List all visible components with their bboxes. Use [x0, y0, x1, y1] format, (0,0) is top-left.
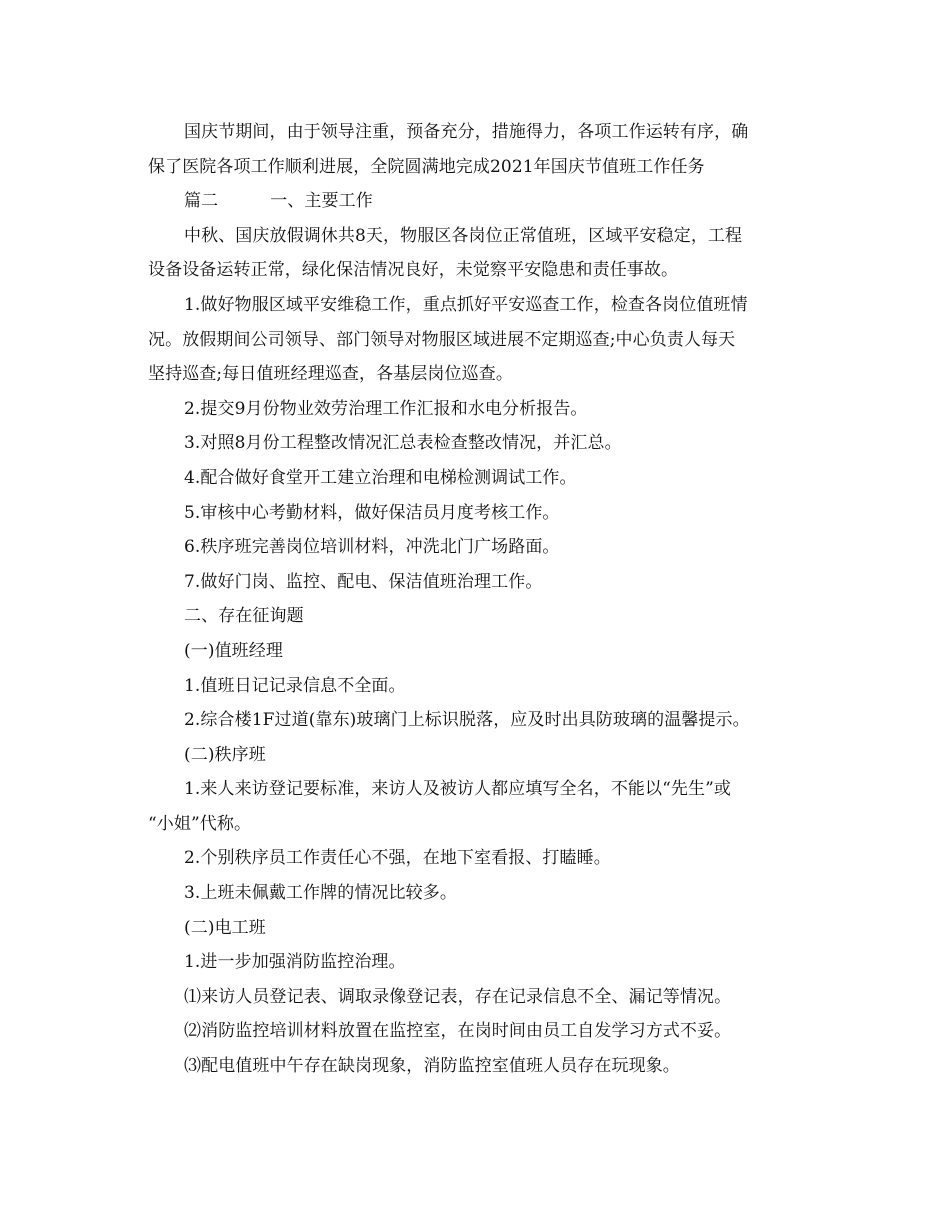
subsection-heading: (一)值班经理	[184, 640, 283, 661]
list-item: ⑴来访人员登记表、调取录像登记表，存在记录信息不全、漏记等情况。	[184, 986, 732, 1007]
paragraph-line: 设备设备运转正常，绿化保洁情况良好，未觉察平安隐患和责任事故。	[148, 260, 679, 281]
list-item: 2.提交9月份物业效劳治理工作汇报和水电分析报告。	[184, 398, 588, 419]
paragraph-line: 保了医院各项工作顺利进展，全院圆满地完成2021年国庆节值班工作任务	[148, 156, 705, 177]
list-item: 1.值班日记记录信息不全面。	[184, 675, 406, 696]
subsection-heading: (二)电工班	[184, 917, 266, 938]
heading-text: 一、主要工作	[270, 191, 373, 212]
list-item: ⑵消防监控培训材料放置在监控室，在岗时间由员工自发学习方式不妥。	[184, 1021, 732, 1042]
list-item: 4.配合做好食堂开工建立治理和电梯检测调试工作。	[184, 467, 577, 488]
paragraph-line: 国庆节期间，由于领导注重，预备充分，措施得力，各项工作运转有序，确	[184, 122, 749, 142]
document-body	[148, 115, 800, 1084]
section-heading: 二、存在征询题	[184, 606, 304, 627]
list-item: 1.进一步加强消防监控治理。	[184, 952, 406, 973]
paragraph-line: 坚持巡查;每日值班经理巡查，各基层岗位巡查。	[148, 364, 513, 385]
list-item: 1.来人来访登记要标准，来访人及被访人都应填写全名，不能以“先生”或	[184, 779, 731, 800]
list-item: 7.做好门岗、监控、配电、保洁值班治理工作。	[184, 571, 543, 592]
paragraph-line: “小姐”代称。	[148, 813, 252, 834]
paragraph-line: 况。放假期间公司领导、部门领导对物服区域进展不定期巡查;中心负责人每天	[148, 329, 736, 350]
list-item: 2.个别秩序员工作责任心不强，在地下室看报、打瞌睡。	[184, 848, 611, 869]
heading-prefix: 篇二	[184, 191, 219, 212]
list-item: 5.审核中心考勤材料，做好保洁员月度考核工作。	[184, 502, 560, 523]
section-heading	[148, 184, 800, 219]
list-item: ⑶配电值班中午存在缺岗现象，消防监控室值班人员存在玩现象。	[184, 1056, 680, 1077]
list-item: 3.上班未佩戴工作牌的情况比较多。	[184, 883, 457, 904]
list-item: 1.做好物服区域平安维稳工作，重点抓好平安巡查工作，检查各岗位值班情	[184, 294, 748, 315]
list-item: 2.综合楼1F过道(靠东)玻璃门上标识脱落，应及时出具防玻璃的温馨提示。	[184, 710, 750, 731]
paragraph-line: 中秋、国庆放假调休共8天，物服区各岗位正常值班，区域平安稳定，工程	[184, 225, 743, 246]
subsection-heading: (二)秩序班	[184, 744, 266, 765]
list-item: 3.对照8月份工程整改情况汇总表检查整改情况，并汇总。	[184, 433, 622, 454]
list-item: 6.秩序班完善岗位培训材料，冲洗北门广场路面。	[184, 537, 560, 558]
